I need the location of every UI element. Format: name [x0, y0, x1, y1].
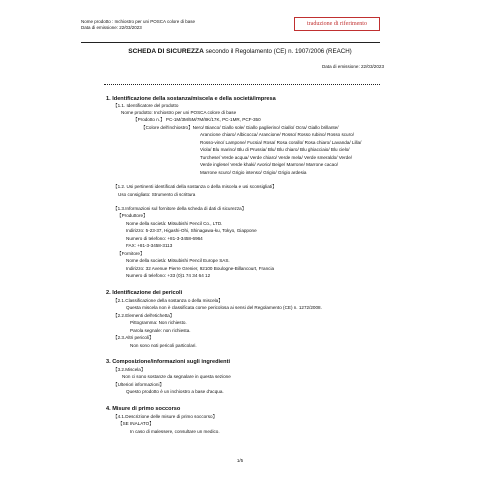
section-3-2-heading: 【3.2.Miscela】: [113, 366, 146, 372]
producer-phone: Numero di telefono: +81-3-3458-6964: [126, 235, 203, 241]
header-issue-date: Data di emissione: 22/03/2023: [81, 25, 142, 30]
section-2-heading: 2. Identificazione dei pericoli: [106, 290, 183, 296]
page-title: [0, 48, 480, 56]
section-4-heading: 4. Misure di primo soccorso: [106, 406, 181, 412]
page-title-main: SCHEDA DI SICUREZZA: [128, 48, 204, 55]
pictogram-text: Pittogramma: Non richiesto.: [130, 320, 187, 325]
producer-label: 【Produttore】: [117, 213, 148, 218]
section-2-2-heading: 【2.2.Elementi dell'etichetta】: [113, 312, 175, 318]
ink-colors-line-6: Verde inglese/ Verde khaki/ Avorio/ Beige/ Marrone/ Marrone cacao/: [200, 162, 339, 167]
supplier-label: 【Fornitore】: [117, 250, 145, 256]
ink-colors-line-1: 【Colore dell'inchiostro】Nero/ Bianco/ Giallo sole/ Giallo paglierino/ Giallo/ Ocra/ Giallo brillante/: [141, 124, 339, 130]
section-4-1-heading: 【4.1.Descrizione delle misure di primo soccorso】: [113, 413, 218, 419]
ink-colors-line-2: Arancione chiaro/ Albicocca/ Arancione/ Rosso/ Rosso rubino/ Rosso scuro/: [200, 132, 354, 137]
product-number: 【Prodotto n.】 PC-1M/3M/5M/7M/8K/17K, PC-1MR, PCF-350: [133, 117, 261, 122]
header-rule: [81, 42, 380, 43]
section-2-1-heading: 【2.1.Classificazione della sostanza o della miscela】: [113, 297, 223, 303]
producer-fax: FAX: +81-3-3458-3113: [126, 243, 173, 248]
ink-colors-line-3: Rosso-vino/ Lampone/ Fucsia/ Rosa/ Rosa corallo/ Rosa chiaro/ Lavanda/ Lilla/: [200, 139, 362, 145]
page-number: 1/5: [236, 458, 244, 463]
other-hazards-text: Non sono noti pericoli particolari.: [130, 342, 197, 348]
section-1-3-heading: 【1.3.Informazioni sul fornitore della scheda di dati di sicurezza】: [113, 206, 247, 211]
if-inhaled-heading: 【SE INALATO】: [118, 421, 154, 426]
product-name: Nome prodotto: Inchiostro per uni POSCA colore di base: [121, 110, 237, 115]
section-1-2-heading: 【1.2. Usi pertinenti identificati della sostanza o della miscela e usi sconsigliati】: [113, 184, 277, 189]
header-product-line: Nome prodotto : Inchiostro per uni POSCA colore di base: [81, 18, 196, 24]
signal-word-text: Parola segnale: non richiesta.: [130, 327, 191, 333]
supplier-company: Nome della società: Mitsubishi Pencil Europe SAS.: [126, 258, 230, 263]
section-1-heading: 1. Identificazione della sostanza/miscela e della società/impresa: [106, 96, 276, 102]
further-info-text: Questo prodotto è un inchiostro a base d'acqua.: [126, 389, 224, 394]
title-issue-date: Data di emissione: 22/03/2023: [321, 64, 384, 69]
if-inhaled-text: In caso di malessere, consultare un medico.: [130, 428, 220, 434]
title-rule: [104, 84, 380, 85]
ink-colors-line-5: Turchese/ Verde acqua/ Verde chiaro/ Verde mela/ Verde smeraldo/ Verde/: [200, 154, 353, 160]
producer-company: Nome della società: Mitsubishi Pencil Co., LTD.: [126, 220, 223, 226]
translation-stamp: traduzione di riferimento: [294, 17, 380, 31]
section-2-3-heading: 【2.3.Altri pericoli】: [113, 335, 154, 340]
supplier-phone: Numero di telefono: +33 (0)1 74 34 64 12: [126, 273, 211, 278]
classification-text: Questa miscela non è classificata come pericolosa ai sensi del Regolamento (CE) n. 1272/2008.: [126, 305, 322, 310]
ink-colors-line-7: Marrone scuro/ Grigio intenso/ Grigio/ Grigio ardesia: [200, 169, 307, 175]
ink-colors-line-4: Viola/ Blu marino/ Blu di Prussia/ Blu/ Blu chiaro/ Blu ghiacciaio/ Blu cielo/: [200, 147, 350, 152]
recommended-use: Uso consigliato: Strumento di scrittura: [118, 191, 196, 197]
section-1-1-heading: 【1.1. Identificatore del prodotto: [113, 103, 179, 108]
further-info-heading: 【Ulteriori informazioni】: [113, 381, 165, 387]
producer-address: Indirizzo: 5-23-37, Higashi-Ohi, Shinagawa-ku, Tokyo, Giappone: [126, 228, 257, 233]
section-3-heading: 3. Composizione/informazioni sugli ingredienti: [106, 359, 231, 365]
mixture-text: Non ci sono sostanze da segnalare in questa sezione: [122, 374, 231, 379]
supplier-address: Indirizzo: 32 Avenue Pierre Grenier, 92100 Boulogne-Billancourt, Francia: [126, 265, 275, 271]
page-title-regulation: secondo il Regolamento (CE) n. 1907/2006 (REACH): [203, 48, 352, 55]
